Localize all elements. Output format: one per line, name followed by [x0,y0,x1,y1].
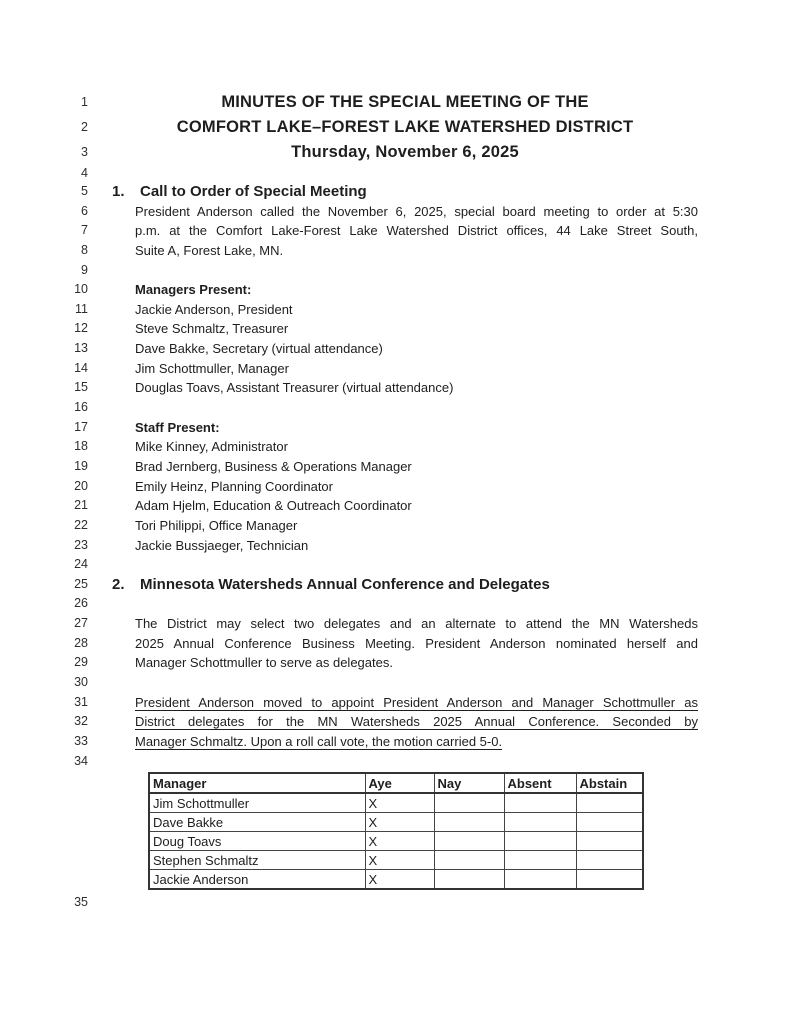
vote-abstain-cell [576,832,643,851]
column-header-manager: Manager [149,773,365,793]
staff-list-item: Tori Philippi, Office Manager [135,517,298,533]
vote-absent-cell [504,851,576,870]
line-number: 25 [74,576,88,591]
line-number: 21 [74,498,88,513]
vote-absent-cell [504,832,576,851]
doc-line-30-blank [0,673,791,693]
doc-line-3 [0,140,791,165]
doc-line-9-blank [0,261,791,281]
vote-manager-name: Dave Bakke [149,813,365,832]
line-number: 2 [81,120,88,134]
doc-line-6 [0,202,791,222]
vote-abstain-cell [576,870,643,890]
doc-line-1 [0,90,791,115]
vote-abstain-cell [576,793,643,813]
line-number: 26 [74,596,88,611]
vote-aye-cell: X [365,851,434,870]
line-number: 9 [81,262,88,277]
document-body [0,90,791,913]
doc-line-14 [0,359,791,379]
line-number: 20 [74,478,88,493]
line-number: 10 [74,282,88,297]
column-header-aye: Aye [365,773,434,793]
column-header-abstain: Abstain [576,773,643,793]
doc-line-23 [0,536,791,556]
line-number: 8 [81,242,88,257]
doc-line-32 [0,712,791,732]
doc-line-28 [0,634,791,654]
motion-text-line: Manager Schmaltz. Upon a roll call vote, the motion carried 5-0. [135,733,503,749]
manager-list-item: Jim Schottmuller, Manager [135,360,289,376]
vote-nay-cell [434,851,504,870]
line-number: 31 [74,694,88,709]
line-number: 30 [74,675,88,690]
section2-paragraph-line: Manager Schottmuller to serve as delegates. [135,655,393,671]
vote-nay-cell [434,793,504,813]
line-number: 1 [81,95,88,109]
doc-line-33 [0,732,791,752]
doc-line-12 [0,319,791,339]
line-number: 23 [74,537,88,552]
vote-aye-cell: X [365,813,434,832]
line-number: 27 [74,616,88,631]
vote-absent-cell [504,813,576,832]
staff-list-item: Jackie Bussjaeger, Technician [135,537,309,553]
line-number: 29 [74,655,88,670]
line-number: 34 [74,753,88,768]
motion-text-line: President Anderson moved to appoint President Anderson and Manager Schottmuller as [135,694,698,710]
doc-line-35-blank [0,893,791,913]
doc-line-27 [0,614,791,634]
vote-table-row [149,793,643,813]
vote-table-row [149,813,643,832]
title-line-1: MINUTES OF THE SPECIAL MEETING OF THE [221,93,589,111]
column-header-nay: Nay [434,773,504,793]
doc-line-31 [0,693,791,713]
roll-call-vote-table [148,772,644,890]
vote-nay-cell [434,870,504,890]
doc-line-13 [0,339,791,359]
vote-aye-cell: X [365,832,434,851]
doc-line-19 [0,457,791,477]
line-number: 5 [81,184,88,198]
line-number: 4 [81,166,88,180]
manager-list-item: Jackie Anderson, President [135,301,293,317]
vote-manager-name: Doug Toavs [149,832,365,851]
section2-paragraph-line: 2025 Annual Conference Business Meeting. President Anderson nominated herself and [135,635,698,651]
vote-aye-cell: X [365,870,434,890]
doc-line-4-blank [0,165,791,182]
doc-line-29 [0,653,791,673]
doc-line-21 [0,496,791,516]
line-number: 28 [74,635,88,650]
doc-line-15 [0,378,791,398]
doc-line-11 [0,300,791,320]
vote-absent-cell [504,793,576,813]
line-number: 24 [74,557,88,572]
line-number: 18 [74,439,88,454]
vote-table-row [149,870,643,890]
doc-line-25 [0,575,791,595]
vote-table-header-row [149,773,643,793]
section1-heading: Call to Order of Special Meeting [140,183,367,200]
section2-heading: Minnesota Watersheds Annual Conference and Delegates [140,575,550,593]
doc-line-26-blank [0,594,791,614]
doc-line-5 [0,182,791,202]
manager-list-item: Douglas Toavs, Assistant Treasurer (virtual attendance) [135,380,454,396]
staff-list-item: Adam Hjelm, Education & Outreach Coordinator [135,498,412,514]
doc-line-22 [0,516,791,536]
line-number: 11 [75,301,88,316]
section1-paragraph-line: President Anderson called the November 6, 2025, special board meeting to order at 5:30 [135,203,698,219]
managers-present-label: Managers Present: [135,282,252,298]
vote-aye-cell: X [365,793,434,813]
section1-paragraph-line: Suite A, Forest Lake, MN. [135,242,284,258]
section1-number: 1. [112,183,125,200]
vote-nay-cell [434,813,504,832]
line-number: 6 [81,203,88,218]
doc-line-18 [0,437,791,457]
line-number: 7 [81,223,88,238]
vote-manager-name: Jackie Anderson [149,870,365,890]
doc-line-10 [0,280,791,300]
manager-list-item: Steve Schmaltz, Treasurer [135,321,289,337]
section2-paragraph-line: The District may select two delegates and an alternate to attend the MN Watersheds [135,616,698,632]
doc-line-2 [0,115,791,140]
line-number: 17 [74,419,88,434]
vote-manager-name: Jim Schottmuller [149,793,365,813]
vote-nay-cell [434,832,504,851]
staff-list-item: Mike Kinney, Administrator [135,439,288,455]
vote-abstain-cell [576,813,643,832]
section1-paragraph-line: p.m. at the Comfort Lake-Forest Lake Watershed District offices, 44 Lake Street South, [135,223,698,239]
motion-text-line: District delegates for the MN Watersheds 2025 Annual Conference. Seconded by [135,714,698,730]
staff-list-item: Emily Heinz, Planning Coordinator [135,478,333,494]
manager-list-item: Dave Bakke, Secretary (virtual attendance) [135,341,383,357]
doc-line-17 [0,418,791,438]
section2-number: 2. [112,575,125,593]
vote-table-row [149,832,643,851]
line-number: 12 [74,321,88,336]
line-number: 13 [74,341,88,356]
line-number: 22 [74,517,88,532]
vote-table-row [149,851,643,870]
line-number: 3 [81,145,88,159]
vote-abstain-cell [576,851,643,870]
doc-line-16-blank [0,398,791,418]
vote-absent-cell [504,870,576,890]
line-number: 33 [74,733,88,748]
staff-list-item: Brad Jernberg, Business & Operations Manager [135,458,412,474]
line-number: 16 [74,400,88,415]
column-header-absent: Absent [504,773,576,793]
vote-manager-name: Stephen Schmaltz [149,851,365,870]
staff-present-label: Staff Present: [135,419,220,435]
line-number: 14 [74,360,88,375]
doc-line-34-blank [0,752,791,772]
doc-line-7 [0,221,791,241]
doc-line-24-blank [0,555,791,575]
doc-line-8 [0,241,791,261]
line-number: 15 [74,380,88,395]
doc-line-20 [0,477,791,497]
line-number: 32 [74,714,88,729]
line-number: 35 [74,895,88,910]
title-line-3: Thursday, November 6, 2025 [291,143,519,161]
title-line-2: COMFORT LAKE–FOREST LAKE WATERSHED DISTRICT [176,118,634,136]
line-number: 19 [74,458,88,473]
